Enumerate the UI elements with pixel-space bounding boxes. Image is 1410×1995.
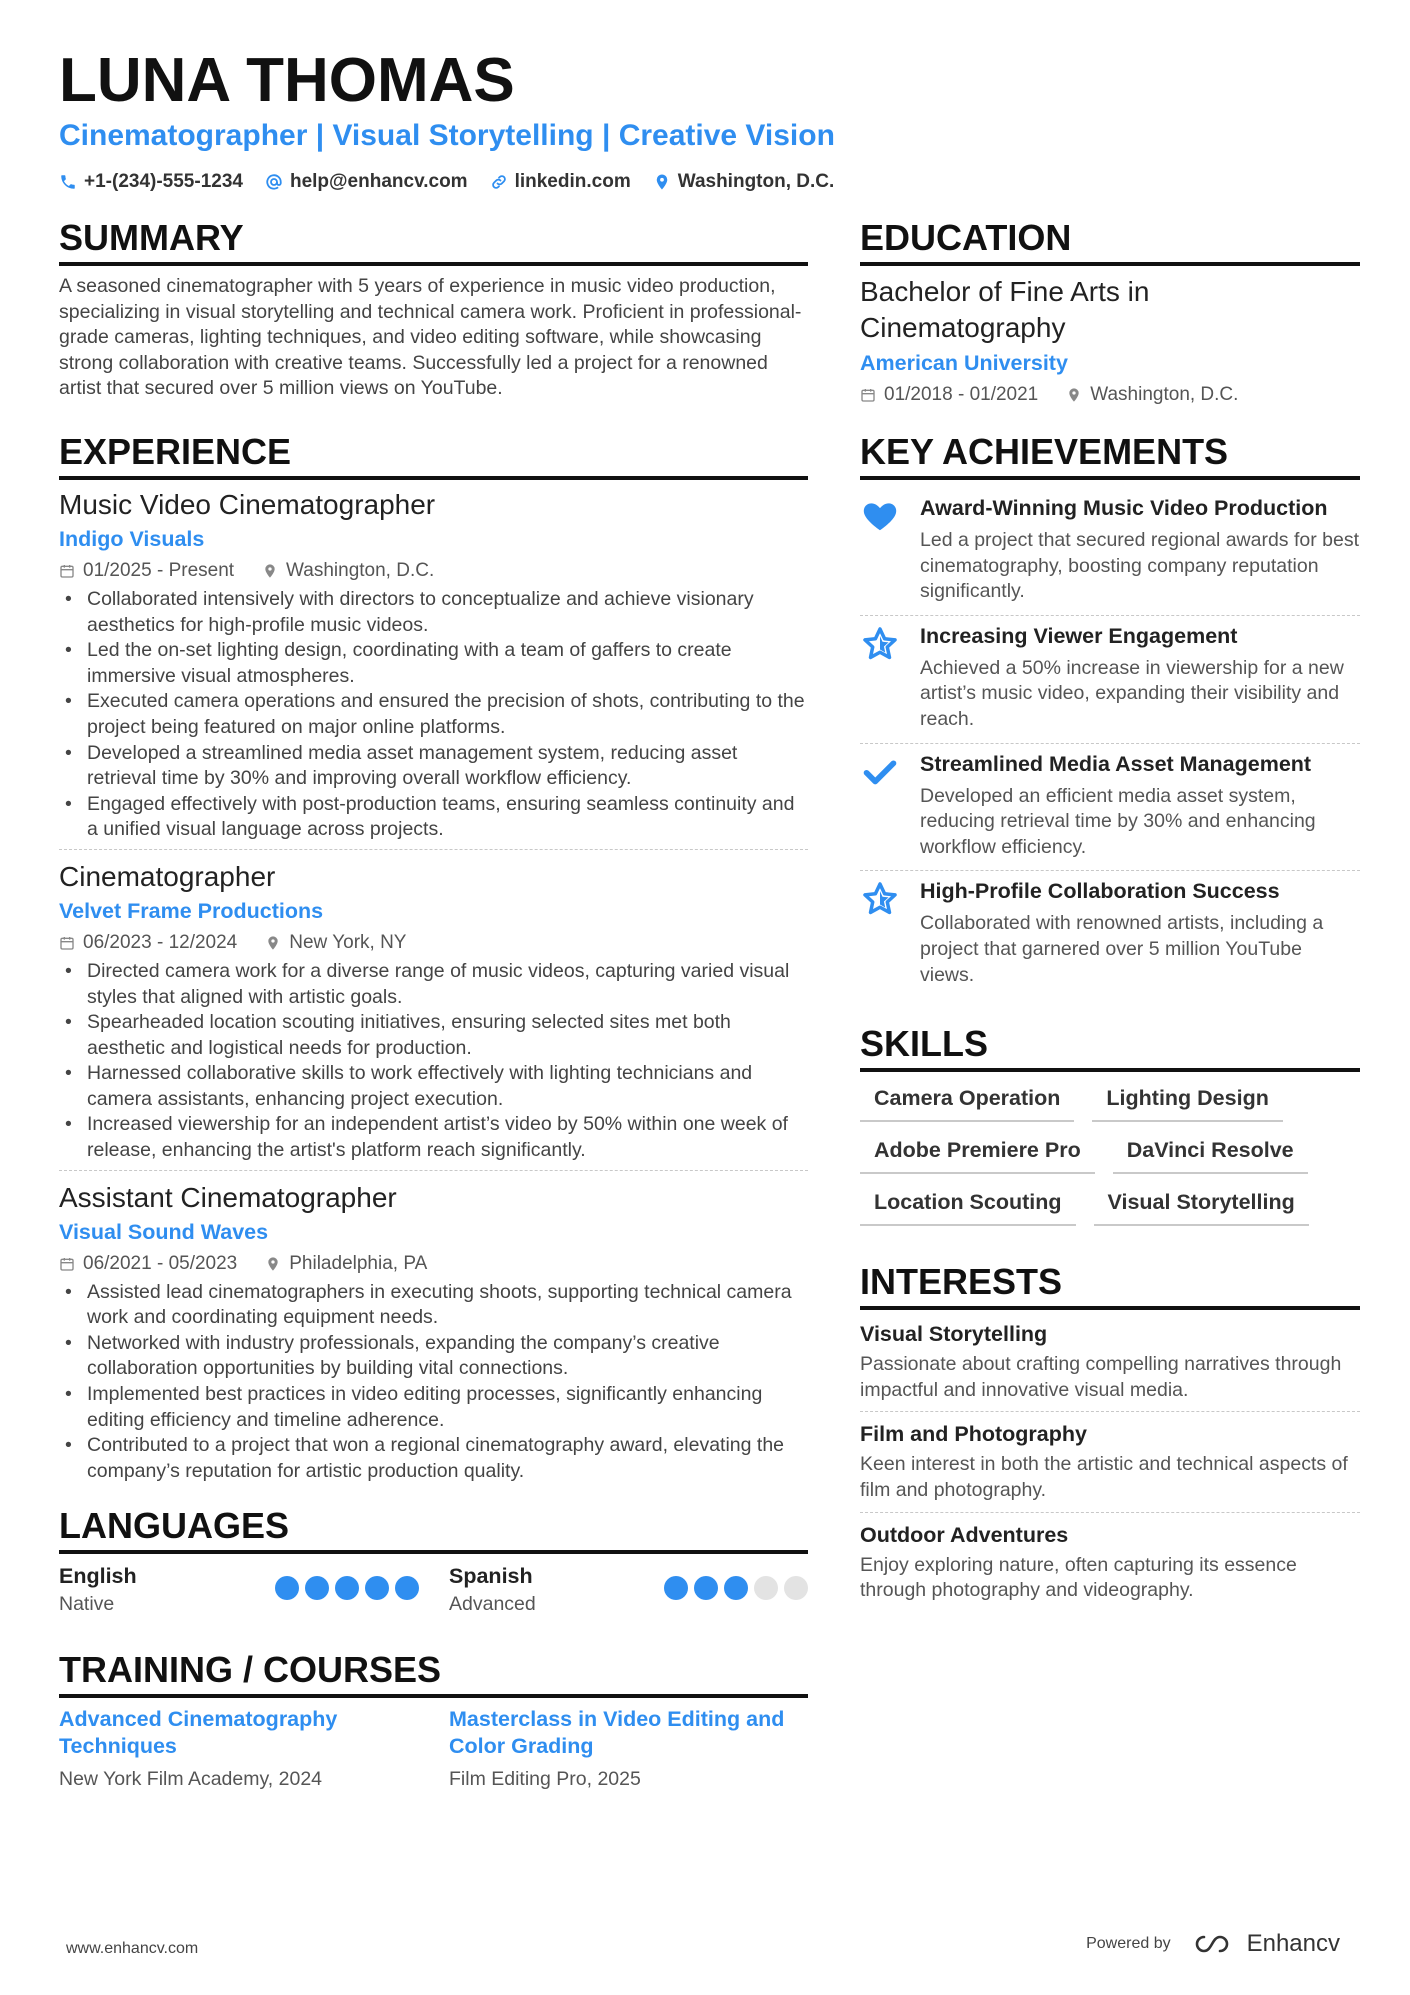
job-entry (59, 860, 808, 1171)
rating-dot-empty (784, 1576, 808, 1600)
training-section (59, 1648, 808, 1792)
education-heading: EDUCATION (860, 216, 1360, 266)
footer-website[interactable]: www.enhancv.com (66, 1940, 199, 1957)
powered-by-label: Powered by (1086, 1935, 1171, 1952)
experience-heading: EXPERIENCE (59, 430, 808, 480)
summary-text: A seasoned cinematographer with 5 years of experience in music video production, specializing in visual storytelling and technical camera work. Proficient in professional-grade cameras, lighting techniques, and video editing software, while showcasing strong collaboration with creative teams. Successfully led a project for a renowned artist that secured over 5 million views on YouTube. (59, 275, 802, 400)
star-icon (861, 625, 899, 663)
job-bullet: • Executed camera operations and ensured the precision of shots, contributing to the project being featured on major online platforms. (59, 689, 808, 740)
rating-dot-filled (335, 1576, 359, 1600)
job-bullet: • Assisted lead cinematographers in executing shoots, supporting technical camera work and coordinating equipment needs. (59, 1280, 808, 1331)
calendar-icon (59, 1256, 75, 1272)
achievements-section (860, 430, 1360, 998)
brand-name: Enhancv (1246, 1930, 1340, 1957)
interest-title: Visual Storytelling (860, 1322, 1048, 1347)
job-bullet: • Harnessed collaborative skills to work effectively with lighting technicians and camera assistants, enhancing project execution. (59, 1061, 808, 1112)
job-company: Indigo Visuals (59, 526, 205, 551)
contact-phone-text: +1-(234)-555-1234 (84, 171, 243, 192)
job-company: Velvet Frame Productions (59, 898, 324, 923)
job-meta (59, 1251, 808, 1277)
job-bullet: • Spearheaded location scouting initiatives, ensuring selected sites met both aesthetic and logistical needs for production. (59, 1010, 808, 1061)
job-entry (59, 488, 808, 850)
achievement-desc: Achieved a 50% increase in viewership for a new artist’s music video, expanding their visibility and reach. (920, 656, 1344, 730)
interest-title: Outdoor Adventures (860, 1522, 1069, 1547)
job-dates: 06/2021 - 05/2023 (83, 1252, 238, 1274)
job-location: Philadelphia, PA (289, 1252, 428, 1274)
star-icon (861, 880, 899, 918)
rating-dot-filled (724, 1576, 748, 1600)
training-heading: TRAINING / COURSES (59, 1648, 808, 1698)
map-pin-icon (262, 563, 278, 579)
skill-tag: Adobe Premiere Pro (860, 1136, 1095, 1174)
job-bullet: • Directed camera work for a diverse range of music videos, capturing varied visual styles that aligned with artistic goals. (59, 959, 808, 1010)
education-degree: Bachelor of Fine Arts in Cinematography (860, 276, 1150, 343)
rating-dot-filled (395, 1576, 419, 1600)
right-column (860, 216, 1360, 1618)
job-location: New York, NY (289, 931, 407, 953)
skills-heading: SKILLS (860, 1022, 1360, 1072)
education-section (860, 216, 1360, 408)
job-meta (59, 930, 808, 956)
education-dates: 01/2018 - 01/2021 (884, 384, 1039, 405)
job-company: Visual Sound Waves (59, 1219, 269, 1244)
brand-logo[interactable] (1193, 1930, 1340, 1958)
rating-dot-filled (275, 1576, 299, 1600)
achievement-title: Streamlined Media Asset Management (920, 751, 1312, 776)
interest-desc: Keen interest in both the artistic and technical aspects of film and photography. (860, 1453, 1348, 1501)
courses-list (59, 1706, 808, 1792)
interests-section (860, 1260, 1360, 1612)
job-bullets (59, 1280, 808, 1485)
interest-desc: Enjoy exploring nature, often capturing its essence through photography and videography. (860, 1553, 1297, 1602)
achievement-item (860, 488, 1360, 616)
map-pin-icon (265, 935, 281, 951)
job-bullet: • Developed a streamlined media asset management system, reducing asset retrieval time by 30% and improving overall workflow efficiency. (59, 741, 808, 792)
achievement-desc: Led a project that secured regional awards for best cinematography, boosting company reputation significantly. (920, 529, 1360, 603)
left-column (59, 216, 808, 1792)
job-bullet: • Collaborated intensively with directors to conceptualize and achieve visionary aesthetics for high-profile music videos. (59, 587, 808, 638)
language-name: Spanish (449, 1564, 533, 1589)
enhancv-logo-icon (1193, 1933, 1237, 1955)
job-bullet: • Led the on-set lighting design, coordinating with a team of gaffers to create immersive visual atmospheres. (59, 638, 808, 689)
course-provider: Film Editing Pro, 2025 (449, 1768, 641, 1791)
education-meta (860, 382, 1360, 408)
job-dates: 06/2023 - 12/2024 (83, 931, 238, 953)
contact-linkedin-text: linkedin.com (514, 171, 631, 192)
language-rating (664, 1576, 808, 1600)
contact-linkedin[interactable] (490, 171, 631, 193)
contact-email-text: help@enhancv.com (289, 171, 468, 192)
interest-item (860, 1519, 1360, 1612)
achievement-title: Award-Winning Music Video Production (920, 496, 1328, 520)
skill-tag: Location Scouting (860, 1188, 1076, 1226)
course-item (59, 1706, 449, 1792)
rating-dot-empty (754, 1576, 778, 1600)
job-role: Cinematographer (59, 860, 276, 892)
achievement-title: Increasing Viewer Engagement (920, 623, 1238, 648)
contact-location (653, 171, 835, 193)
contact-email[interactable] (265, 171, 468, 193)
interest-item (860, 1418, 1360, 1512)
job-bullet: • Implemented best practices in video editing processes, significantly enhancing editing efficiency and timeline adherence. (59, 1382, 808, 1433)
language-name: English (59, 1564, 137, 1589)
interest-title: Film and Photography (860, 1422, 1087, 1447)
calendar-icon (59, 935, 75, 951)
job-location: Washington, D.C. (286, 559, 435, 581)
job-dates: 01/2025 - Present (83, 559, 235, 581)
experience-section (59, 430, 808, 1490)
achievement-desc: Developed an efficient media asset system, reducing retrieval time by 30% and enhancing workflow efficiency. (920, 784, 1316, 858)
candidate-name: LUNA THOMAS (59, 46, 515, 115)
job-meta (59, 558, 808, 584)
summary-section (59, 216, 808, 402)
job-bullet: • Contributed to a project that won a regional cinematography award, elevating the company’s reputation for artistic production quality. (59, 1433, 808, 1484)
map-pin-icon (1066, 387, 1082, 403)
course-title: Advanced Cinematography Techniques (59, 1707, 338, 1759)
course-item (449, 1706, 808, 1792)
languages-section (59, 1504, 808, 1618)
languages-list (59, 1562, 808, 1618)
education-location: Washington, D.C. (1090, 384, 1239, 405)
job-bullets (59, 587, 808, 843)
calendar-icon (59, 563, 75, 579)
interests-heading: INTERESTS (860, 1260, 1360, 1310)
job-bullet: • Networked with industry professionals, expanding the company’s creative collaboration opportunities by building vital connections. (59, 1331, 808, 1382)
rating-dot-filled (664, 1576, 688, 1600)
achievement-item (860, 871, 1360, 998)
job-entry (59, 1181, 808, 1491)
job-bullet: • Increased viewership for an independent artist’s video by 50% within one week of release, enhancing the artist's platform reach significantly. (59, 1112, 808, 1163)
interest-item (860, 1318, 1360, 1412)
rating-dot-filled (365, 1576, 389, 1600)
achievement-item (860, 744, 1360, 872)
link-icon (490, 173, 508, 191)
skills-list (860, 1084, 1360, 1226)
languages-heading: LANGUAGES (59, 1504, 808, 1554)
candidate-title: Cinematographer | Visual Storytelling | Creative Vision (59, 119, 835, 152)
map-pin-icon (265, 1256, 281, 1272)
contact-phone[interactable] (59, 171, 243, 193)
job-bullet: • Engaged effectively with post-production teams, ensuring seamless continuity and a unified visual language across projects. (59, 792, 808, 843)
achievements-heading: KEY ACHIEVEMENTS (860, 430, 1360, 480)
skill-tag: Visual Storytelling (1094, 1188, 1309, 1226)
course-provider: New York Film Academy, 2024 (59, 1768, 323, 1791)
achievement-item (860, 616, 1360, 744)
interest-desc: Passionate about crafting compelling narratives through impactful and innovative visual media. (860, 1353, 1342, 1401)
contact-location-text: Washington, D.C. (677, 171, 835, 192)
skills-section (860, 1022, 1360, 1226)
skill-tag: Camera Operation (860, 1084, 1074, 1122)
language-level: Advanced (449, 1593, 536, 1616)
rating-dot-filled (694, 1576, 718, 1600)
calendar-icon (860, 387, 876, 403)
achievement-desc: Collaborated with renowned artists, including a project that garnered over 5 million YouTube views. (920, 912, 1324, 986)
course-title: Masterclass in Video Editing and Color Grading (449, 1707, 785, 1759)
map-pin-icon (653, 173, 671, 191)
language-level: Native (59, 1593, 115, 1616)
job-role: Music Video Cinematographer (59, 488, 436, 520)
footer-branding (1086, 1930, 1340, 1958)
job-role: Assistant Cinematographer (59, 1181, 397, 1213)
skill-tag: DaVinci Resolve (1113, 1136, 1308, 1174)
contact-bar (59, 168, 834, 196)
skill-tag: Lighting Design (1092, 1084, 1282, 1122)
language-item (449, 1562, 808, 1618)
at-icon (265, 173, 283, 191)
rating-dot-filled (305, 1576, 329, 1600)
job-bullets (59, 959, 808, 1164)
education-school: American University (860, 351, 1068, 375)
summary-heading: SUMMARY (59, 216, 808, 266)
check-icon (861, 753, 899, 791)
achievement-title: High-Profile Collaboration Success (920, 879, 1280, 904)
phone-icon (59, 173, 77, 191)
language-rating (275, 1576, 419, 1600)
language-item (59, 1562, 449, 1618)
heart-icon (861, 497, 899, 535)
